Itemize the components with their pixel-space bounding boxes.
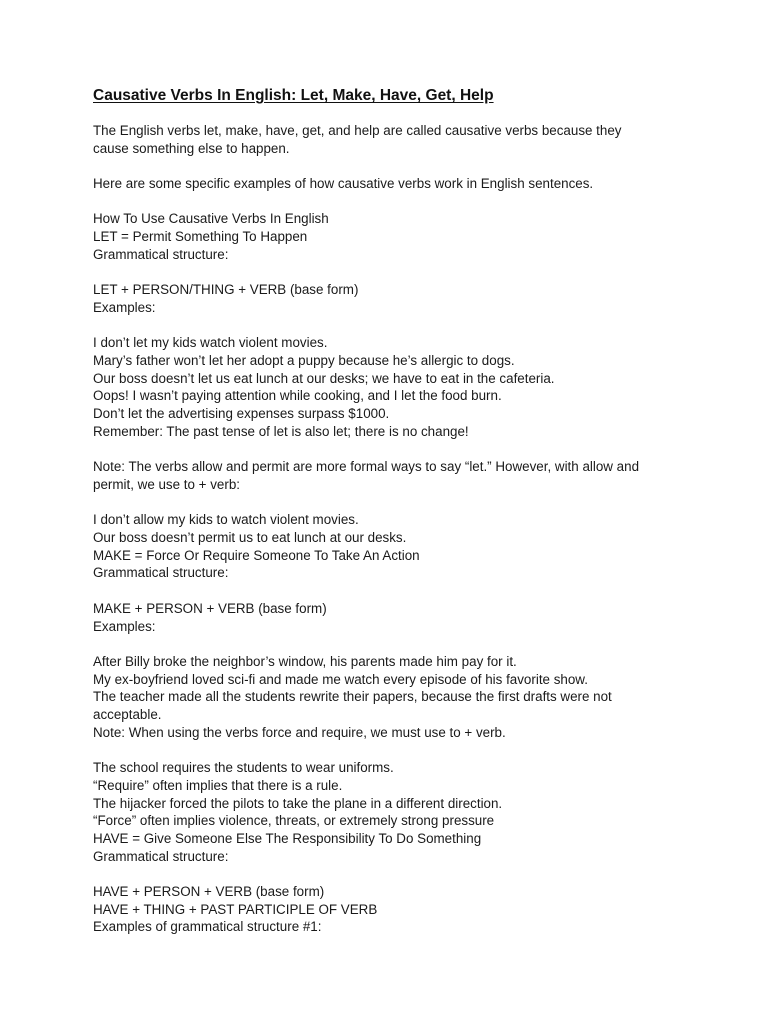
text-line: After Billy broke the neighbor’s window, his parents made him pay for it. bbox=[93, 653, 517, 669]
text-line: Examples of grammatical structure #1: bbox=[93, 919, 322, 935]
document-body bbox=[93, 122, 713, 936]
text-line: Grammatical structure: bbox=[93, 848, 229, 864]
blank-line bbox=[93, 157, 713, 175]
text-line: The teacher made all the students rewrite their papers, because the first drafts were not bbox=[93, 689, 612, 705]
blank-line bbox=[93, 264, 713, 282]
blank-line bbox=[93, 741, 713, 759]
text-line: I don’t let my kids watch violent movies. bbox=[93, 335, 328, 351]
text-line: acceptable. bbox=[93, 707, 162, 723]
blank-line bbox=[93, 494, 713, 512]
document-title: Causative Verbs In English: Let, Make, Have, Get, Help bbox=[93, 87, 494, 104]
blank-line bbox=[93, 317, 713, 335]
text-line: HAVE + THING + PAST PARTICIPLE OF VERB bbox=[93, 901, 378, 917]
text-line: The English verbs let, make, have, get, and help are called causative verbs because they bbox=[93, 123, 622, 138]
text-line: Here are some specific examples of how causative verbs work in English sentences. bbox=[93, 176, 594, 192]
text-line: “Require” often implies that there is a rule. bbox=[93, 777, 343, 793]
text-line: I don’t allow my kids to watch violent movies. bbox=[93, 512, 359, 528]
text-line: LET + PERSON/THING + VERB (base form) bbox=[93, 282, 359, 298]
text-line: cause something else to happen. bbox=[93, 140, 290, 156]
text-line: My ex-boyfriend loved sci-fi and made me watch every episode of his favorite show. bbox=[93, 671, 588, 687]
text-line: “Force” often implies violence, threats, or extremely strong pressure bbox=[93, 813, 495, 829]
text-line: Mary’s father won’t let her adopt a puppy because he’s allergic to dogs. bbox=[93, 353, 515, 369]
text-line: LET = Permit Something To Happen bbox=[93, 229, 308, 245]
text-line: Don’t let the advertising expenses surpass $1000. bbox=[93, 406, 390, 422]
text-line: MAKE = Force Or Require Someone To Take An Action bbox=[93, 547, 420, 563]
text-line: Our boss doesn’t let us eat lunch at our desks; we have to eat in the cafeteria. bbox=[93, 370, 555, 386]
blank-line bbox=[93, 441, 713, 459]
document-page bbox=[93, 86, 713, 936]
blank-line bbox=[93, 193, 713, 211]
text-line: MAKE + PERSON + VERB (base form) bbox=[93, 600, 327, 616]
text-line: Our boss doesn’t permit us to eat lunch at our desks. bbox=[93, 530, 407, 546]
text-line: How To Use Causative Verbs In English bbox=[93, 211, 329, 227]
text-line: Oops! I wasn’t paying attention while cooking, and I let the food burn. bbox=[93, 388, 502, 404]
text-line: HAVE + PERSON + VERB (base form) bbox=[93, 884, 325, 900]
text-line: Grammatical structure: bbox=[93, 565, 229, 581]
text-line: HAVE = Give Someone Else The Responsibility To Do Something bbox=[93, 830, 482, 846]
text-line: The hijacker forced the pilots to take the plane in a different direction. bbox=[93, 795, 503, 811]
text-line: Examples: bbox=[93, 618, 156, 634]
text-line: Grammatical structure: bbox=[93, 246, 229, 262]
blank-line bbox=[93, 865, 713, 883]
text-line: Examples: bbox=[93, 299, 156, 315]
text-line: The school requires the students to wear uniforms. bbox=[93, 760, 394, 776]
blank-line bbox=[93, 582, 713, 600]
text-line: Note: The verbs allow and permit are more formal ways to say “let.” However, with allow and bbox=[93, 459, 640, 475]
text-line: Remember: The past tense of let is also let; there is no change! bbox=[93, 423, 469, 439]
text-line: permit, we use to + verb: bbox=[93, 476, 240, 492]
blank-line bbox=[93, 635, 713, 653]
text-line: Note: When using the verbs force and require, we must use to + verb. bbox=[93, 724, 506, 740]
